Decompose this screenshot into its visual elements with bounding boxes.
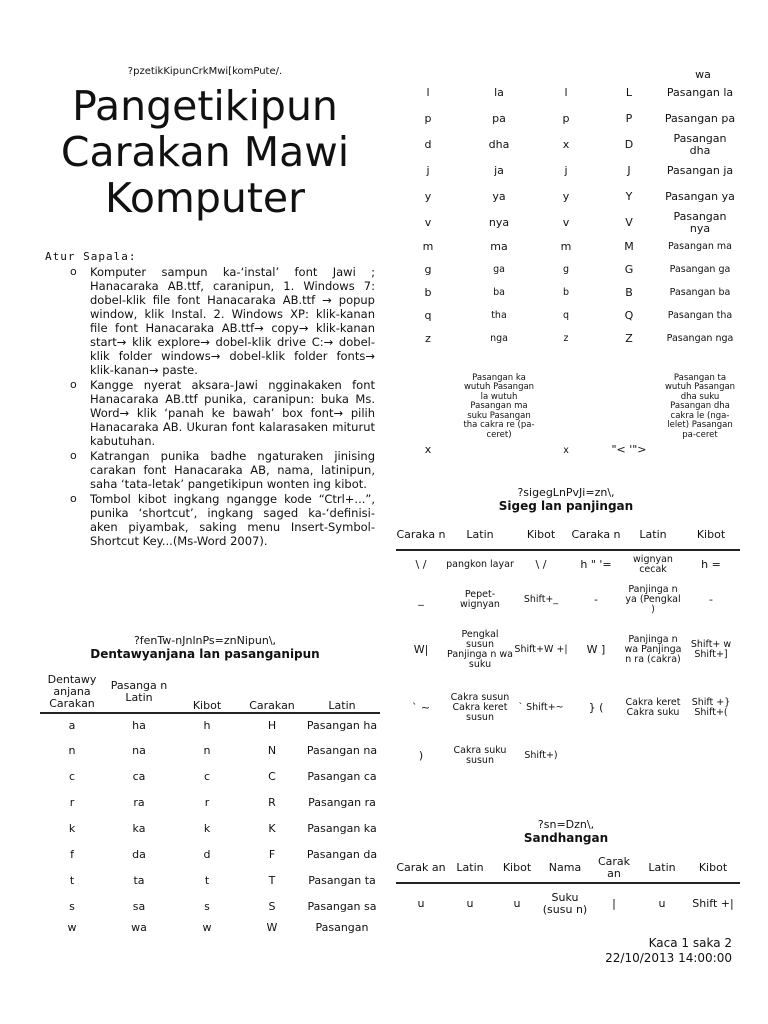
cell: tha <box>491 309 507 321</box>
cell: Shift+W +| <box>514 644 568 655</box>
cell: nya <box>488 215 510 229</box>
table-row <box>396 80 736 106</box>
table-row <box>396 883 740 923</box>
dent-header: Carakan <box>249 699 295 712</box>
cell: Pasangan na <box>306 744 378 757</box>
cell: w <box>67 921 77 934</box>
cell: da <box>132 848 146 861</box>
table-row <box>396 210 736 235</box>
sandh-header: Kibot <box>698 861 728 874</box>
cell: Pasangan nya <box>673 209 727 235</box>
cell: Pasangan ba <box>669 286 731 298</box>
cell: \ / <box>415 557 427 571</box>
cell: } ( <box>588 701 604 714</box>
cell: Pasangan ma <box>668 240 732 252</box>
cell: y <box>424 190 432 203</box>
cell: a <box>68 719 76 732</box>
cell: l <box>426 86 430 99</box>
cell: ka <box>132 822 146 835</box>
cell: L <box>625 86 633 99</box>
cell: p <box>562 112 570 125</box>
sigeg-table <box>396 521 740 774</box>
table-row <box>40 920 380 936</box>
cell: x <box>424 443 432 456</box>
table-row <box>396 622 740 678</box>
cell: l <box>564 86 568 99</box>
table-row <box>40 816 380 842</box>
cell: N <box>267 744 277 757</box>
cell: n <box>203 744 211 757</box>
cell: c <box>68 770 76 783</box>
table-row <box>396 550 740 578</box>
cell: q <box>424 308 432 322</box>
table-row <box>396 106 736 132</box>
cell: _ <box>418 593 424 606</box>
cell: d <box>424 138 432 151</box>
cell <box>682 738 740 774</box>
cell: b <box>424 285 432 299</box>
cell: dha <box>488 138 510 151</box>
cell: q <box>562 309 570 321</box>
cell: \ / <box>535 557 547 571</box>
cell: ) <box>418 749 424 762</box>
dent-header: Kibot <box>192 699 222 712</box>
cell: u <box>466 896 474 910</box>
cell: m <box>422 239 434 253</box>
cell: t <box>69 874 75 887</box>
cell: pa <box>492 112 506 125</box>
title-line-2: Carakan Mawi <box>60 128 350 176</box>
cell: z <box>425 331 431 345</box>
sandh-title: Sandhangan <box>523 831 609 845</box>
intro-item-1: o Komputer sampun ka-‘instal’ font Jawi ; Hanacaraka AB.ttf, caranipun, 1. Windows 7: dobel-klik file font Hanacaraka AB.ttf → popup window, klik Instal. 2. Windows XP: klik-kanan file font Hanacaraka AB.ttf→ copy→ klik-kanan start→ klik explore→ dobel-klik drive C:→ dobel-klik folder windows→ dobel-klik folder fonts→ klik-kanan→ paste. <box>70 265 375 377</box>
sandh-header: Latin <box>456 861 484 874</box>
sigeg-header: Caraka n <box>571 528 621 541</box>
cell: Pasangan sa <box>307 900 377 913</box>
cell: v <box>562 215 570 229</box>
cell: g <box>424 262 432 276</box>
cell: u <box>417 896 425 910</box>
table-row <box>396 235 736 258</box>
cell: Suku (susu n) <box>542 890 588 916</box>
cell: s <box>204 900 210 913</box>
sigeg-header: Kibot <box>696 528 726 541</box>
cell: Cakra suku susun <box>453 745 507 766</box>
cell: - <box>594 593 598 606</box>
cell: Pepet-wignyan <box>460 589 500 610</box>
sandh-header: Nama <box>548 861 582 874</box>
doc-caption: ?pzetikKipunCrkMwi[komPute/. <box>127 66 283 77</box>
cell: T <box>268 874 276 887</box>
cell: Shift+ w Shift+] <box>690 639 732 660</box>
cell: ta <box>133 874 145 887</box>
cell: W| <box>413 643 429 656</box>
cell: b <box>562 286 570 298</box>
cell: W <box>266 921 278 934</box>
page-footer <box>520 936 732 966</box>
cell: r <box>69 796 75 809</box>
sigeg-title: Sigeg lan panjingan <box>498 499 634 513</box>
cell: Shift+) <box>524 750 558 761</box>
cell: wa <box>131 921 147 934</box>
cell: Shift +| <box>692 896 734 910</box>
cell: Panjinga n ya (Pengkal ) <box>625 584 681 615</box>
sandh-section-title <box>396 818 736 845</box>
table-row <box>396 281 736 304</box>
cell: "< '"> <box>611 443 647 456</box>
cell: Pasangan pa <box>664 112 736 125</box>
cell: h = <box>701 557 721 571</box>
cell: Shift+_ <box>523 594 559 605</box>
cell: d <box>203 848 211 861</box>
table-row <box>396 132 736 158</box>
table-row <box>40 790 380 816</box>
table-row <box>396 350 736 464</box>
cell: ` ~ <box>411 701 431 714</box>
table-row <box>40 738 380 764</box>
cell: u <box>658 896 666 910</box>
cell: z <box>563 332 569 344</box>
sandh-header: Latin <box>648 861 676 874</box>
table-row <box>396 184 736 210</box>
cont-top-fragment: wa <box>695 68 711 81</box>
sigeg-header: Caraka n <box>396 528 446 541</box>
cell: ra <box>133 796 145 809</box>
cell: K <box>268 822 276 835</box>
cell: wignyan cecak <box>633 553 673 575</box>
cell: Pasangan nga <box>666 332 734 344</box>
cell: Shift +} Shift+( <box>691 697 731 718</box>
cell: t <box>204 874 210 887</box>
cell: P <box>625 112 633 125</box>
cell: h <box>203 719 211 732</box>
cell <box>624 738 682 774</box>
sigeg-section-title <box>396 486 736 513</box>
page-number: Kaca 1 saka 2 <box>648 936 732 950</box>
cell: v <box>424 215 432 229</box>
cell: f <box>70 848 74 861</box>
cell: Pasangan ka <box>307 822 377 835</box>
sigeg-header: Latin <box>639 528 667 541</box>
sandh-header: Kibot <box>502 861 532 874</box>
intro-list <box>70 265 375 549</box>
cell: M <box>624 239 634 253</box>
dent-title: Dentawyanjana lan pasanganipun <box>90 647 320 661</box>
cell: r <box>204 796 210 809</box>
cell: Pasangan ya <box>665 190 735 203</box>
cell: Pasangan <box>315 921 369 934</box>
dent-section-title <box>40 634 370 661</box>
cell: Pasangan ha <box>306 719 378 732</box>
dent-header: Dentawy anjana Carakan <box>47 673 97 710</box>
cell: J <box>627 164 631 177</box>
cell: pangkon layar <box>446 558 514 570</box>
cell: | <box>612 896 616 910</box>
table-row <box>40 713 380 738</box>
cell: ma <box>490 239 508 253</box>
cell: x <box>562 138 570 151</box>
table-row <box>396 304 736 327</box>
cell: n <box>68 744 76 757</box>
cell: ya <box>492 190 506 203</box>
cell: u <box>513 896 521 910</box>
cell: G <box>624 262 634 276</box>
cell: Pasangan ja <box>666 164 734 177</box>
cell: Pasangan tha <box>667 309 733 321</box>
title-line-1: Pangetikipun <box>72 82 338 130</box>
cell: w <box>202 921 212 934</box>
cell: Pasangan ta <box>308 874 376 887</box>
table-row <box>396 158 736 184</box>
cell: D <box>624 138 634 151</box>
page-title <box>40 83 370 221</box>
table-row <box>396 578 740 622</box>
cell: Y <box>625 190 633 203</box>
cell: Pasangan da <box>306 848 378 861</box>
dent-header: Pasanga n Latin <box>110 679 168 704</box>
cell: g <box>562 263 570 275</box>
cell: Cakra keret Cakra suku <box>625 697 681 718</box>
cell: k <box>203 822 211 835</box>
cell: x <box>563 445 569 456</box>
cell: H <box>267 719 277 732</box>
cell <box>568 738 624 774</box>
cell: nga <box>490 332 508 344</box>
table-row <box>40 868 380 894</box>
cell: sa <box>132 900 146 913</box>
cell: F <box>268 848 276 861</box>
cell: ja <box>494 164 504 177</box>
sigeg-header: Kibot <box>526 528 556 541</box>
table-row <box>396 738 740 774</box>
sandh-caption: ?sn=Dzn\, <box>537 818 595 831</box>
cell: c <box>203 770 211 783</box>
cell: Z <box>625 331 633 345</box>
sandh-header: Carak an <box>597 855 631 880</box>
cell: Pasangan ca <box>307 770 377 783</box>
cell: W ] <box>586 643 606 656</box>
cell: Pasangan ga <box>669 263 731 275</box>
table-row <box>396 327 736 350</box>
cell: ha <box>132 719 146 732</box>
sigeg-header: Latin <box>466 528 494 541</box>
cell: j <box>426 164 430 177</box>
cell: B <box>625 285 633 299</box>
cell: m <box>560 239 572 253</box>
cell: Pasangan ra <box>308 796 376 809</box>
cell: R <box>268 796 276 809</box>
table-row <box>40 894 380 920</box>
table-row <box>40 764 380 790</box>
cell: h " '= <box>580 557 612 571</box>
cell: Q <box>624 308 634 322</box>
cell: na <box>132 744 146 757</box>
sandh-table <box>396 854 740 923</box>
dent-table <box>40 672 380 936</box>
cell: V <box>625 215 633 229</box>
cell: ` Shift+~ <box>518 702 564 713</box>
table-row <box>40 842 380 868</box>
cell: ba <box>493 286 505 298</box>
intro-item-2: o Kangge nyerat aksara-Jawi ngginakaken font Hanacaraka AB.ttf punika, caranipun: buka Ms. Word→ klik ‘panah ke bawah’ box font→ pilih Hanacaraka AB. Ukuran font kalarasaken miturut kabutuhan. <box>70 378 375 448</box>
cont-table <box>396 80 736 464</box>
cell: j <box>564 164 568 177</box>
cell: Cakra susun Cakra keret susun <box>450 692 510 723</box>
dent-header: Latin <box>328 699 356 712</box>
cell: Panjinga n wa Panjinga n ra (cakra) <box>624 634 682 665</box>
table-row <box>396 258 736 281</box>
cell: p <box>424 112 432 125</box>
sigeg-caption: ?sigegLnPvJi=zn\, <box>517 486 615 499</box>
cell: Pasangan ka wutuh Pasangan la wutuh Pasangan ma suku Pasangan tha cakra re (pa-ceret) <box>463 372 535 440</box>
sandh-header: Carak an <box>396 861 446 874</box>
table-row <box>396 678 740 738</box>
cell: Pasangan ta wutuh Pasangan dha suku Pasangan dha cakra le (nga-lelet) Pasangan pa-ceret <box>664 372 736 440</box>
print-datetime: 22/10/2013 14:00:00 <box>605 951 732 965</box>
dent-caption: ?fenTw-nJnlnPs=znNipun\, <box>133 634 277 647</box>
cell: ca <box>132 770 146 783</box>
cell: Pasangan dha <box>673 132 727 157</box>
cell: ga <box>493 263 505 275</box>
intro-heading: Atur Sapala: <box>45 250 137 263</box>
cell: Pasangan la <box>666 86 734 99</box>
cell: - <box>709 593 713 606</box>
cell: C <box>268 770 276 783</box>
cell: y <box>562 190 570 203</box>
title-line-3: Komputer <box>104 174 306 222</box>
cell: la <box>494 86 504 99</box>
intro-item-4: o Tombol kibot ingkang ngangge kode “Ctrl+...”, punika ‘shortcut’, ingkang saged ka-‘definisi-aken piyambak, saking menu Insert-Symbol-Shortcut Key...(Ms-Word 2007). <box>70 492 375 548</box>
cell: Pengkal susun Panjinga n wa suku <box>447 629 513 670</box>
cell: s <box>69 900 75 913</box>
cell: k <box>68 822 76 835</box>
cell: S <box>268 900 276 913</box>
intro-item-3: o Katrangan punika badhe ngaturaken jinising carakan font Hanacaraka AB, nama, latinipun, saha ‘tata-letak’ pangetikipun wonten ing kibot. <box>70 449 375 491</box>
